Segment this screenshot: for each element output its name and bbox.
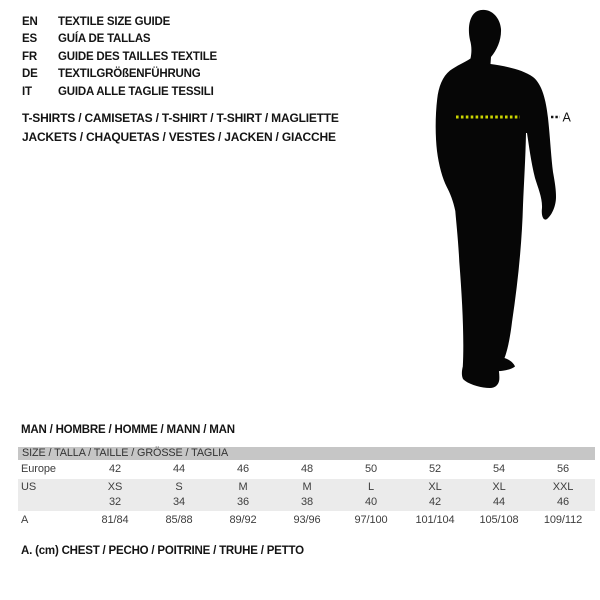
lang-code: IT bbox=[22, 85, 32, 98]
us-size-number: 36 bbox=[236, 496, 250, 508]
us-size-letter: S bbox=[175, 481, 183, 493]
lang-code: FR bbox=[22, 50, 37, 63]
row-label: Europe bbox=[21, 463, 56, 475]
lang-row-en bbox=[22, 14, 217, 31]
us-size-letter: XL bbox=[428, 481, 442, 493]
man-silhouette bbox=[436, 10, 556, 388]
measure-label-a: A bbox=[562, 110, 571, 125]
cell-us-7 bbox=[467, 480, 531, 511]
cell-us-3 bbox=[211, 480, 275, 511]
cell-europe-6: 52 bbox=[428, 463, 442, 475]
us-size-number: 44 bbox=[492, 496, 506, 508]
lang-label: TEXTILE SIZE GUIDE bbox=[58, 16, 171, 28]
measurement-footnote: A. (cm) CHEST / PECHO / POITRINE / TRUHE / PETTO bbox=[21, 545, 304, 557]
lang-label: GUIDE DES TAILLES TEXTILE bbox=[58, 50, 217, 63]
us-size-number: 40 bbox=[364, 496, 378, 508]
table-row-us bbox=[18, 479, 595, 511]
us-size-number: 34 bbox=[172, 496, 186, 508]
cell-chest-3: 89/92 bbox=[229, 514, 257, 526]
lang-code: DE bbox=[22, 68, 38, 81]
row-label: A bbox=[21, 514, 29, 526]
cell-europe-1: 42 bbox=[108, 463, 122, 475]
cell-chest-8: 109/112 bbox=[543, 514, 583, 526]
us-size-letter: L bbox=[367, 481, 375, 493]
size-table-header: SIZE / TALLA / TAILLE / GRÖSSE / TAGLIA bbox=[18, 447, 595, 460]
section-title-man: MAN / HOMBRE / HOMME / MANN / MAN bbox=[21, 424, 235, 436]
us-size-number: 42 bbox=[428, 496, 442, 508]
table-row-chest bbox=[18, 511, 595, 529]
lang-row-es bbox=[22, 31, 217, 48]
cell-europe-3: 46 bbox=[236, 463, 250, 475]
us-size-number: 38 bbox=[300, 496, 314, 508]
table-row-europe bbox=[18, 460, 595, 479]
us-size-letter: XS bbox=[107, 481, 123, 493]
cell-us-4 bbox=[275, 480, 339, 511]
man-silhouette-figure bbox=[405, 0, 600, 400]
cell-us-1 bbox=[83, 480, 147, 511]
cell-chest-2: 85/88 bbox=[165, 514, 193, 526]
lang-label: GUIDA ALLE TAGLIE TESSILI bbox=[58, 85, 214, 98]
lang-row-it bbox=[22, 84, 217, 101]
cell-chest-7: 105/108 bbox=[479, 514, 519, 526]
cell-chest-4: 93/96 bbox=[293, 514, 321, 526]
category-tshirts: T-SHIRTS / CAMISETAS / T-SHIRT / T-SHIRT / MAGLIETTE bbox=[22, 111, 339, 125]
cell-europe-8: 56 bbox=[556, 463, 570, 475]
cell-us-5 bbox=[339, 480, 403, 511]
lang-code: EN bbox=[22, 16, 38, 28]
lang-row-de bbox=[22, 66, 217, 83]
cell-europe-2: 44 bbox=[172, 463, 186, 475]
cell-europe-5: 50 bbox=[364, 463, 378, 475]
cell-us-6 bbox=[403, 480, 467, 511]
us-size-letter: XXL bbox=[552, 481, 574, 493]
us-size-letter: M bbox=[238, 481, 248, 493]
cell-chest-5: 97/100 bbox=[354, 514, 388, 526]
row-label: US bbox=[21, 481, 37, 493]
cell-europe-4: 48 bbox=[300, 463, 314, 475]
cell-us-8 bbox=[531, 480, 595, 511]
cell-chest-1: 81/84 bbox=[101, 514, 129, 526]
cell-us-2 bbox=[147, 480, 211, 511]
garment-categories bbox=[22, 109, 339, 146]
us-size-number: 32 bbox=[108, 496, 122, 508]
lang-label: GUÍA DE TALLAS bbox=[58, 33, 151, 46]
us-size-letter: M bbox=[302, 481, 312, 493]
language-guide-list bbox=[22, 14, 217, 101]
category-jackets: JACKETS / CHAQUETAS / VESTES / JACKEN / GIACCHE bbox=[22, 129, 336, 144]
lang-label: TEXTILGRÖßENFÜHRUNG bbox=[58, 68, 201, 81]
cell-europe-7: 54 bbox=[492, 463, 506, 475]
lang-code: ES bbox=[22, 33, 37, 46]
cell-chest-6: 101/104 bbox=[415, 514, 455, 526]
size-table bbox=[18, 447, 595, 529]
us-size-letter: XL bbox=[492, 481, 506, 493]
lang-row-fr bbox=[22, 49, 217, 66]
us-size-number: 46 bbox=[556, 496, 570, 508]
